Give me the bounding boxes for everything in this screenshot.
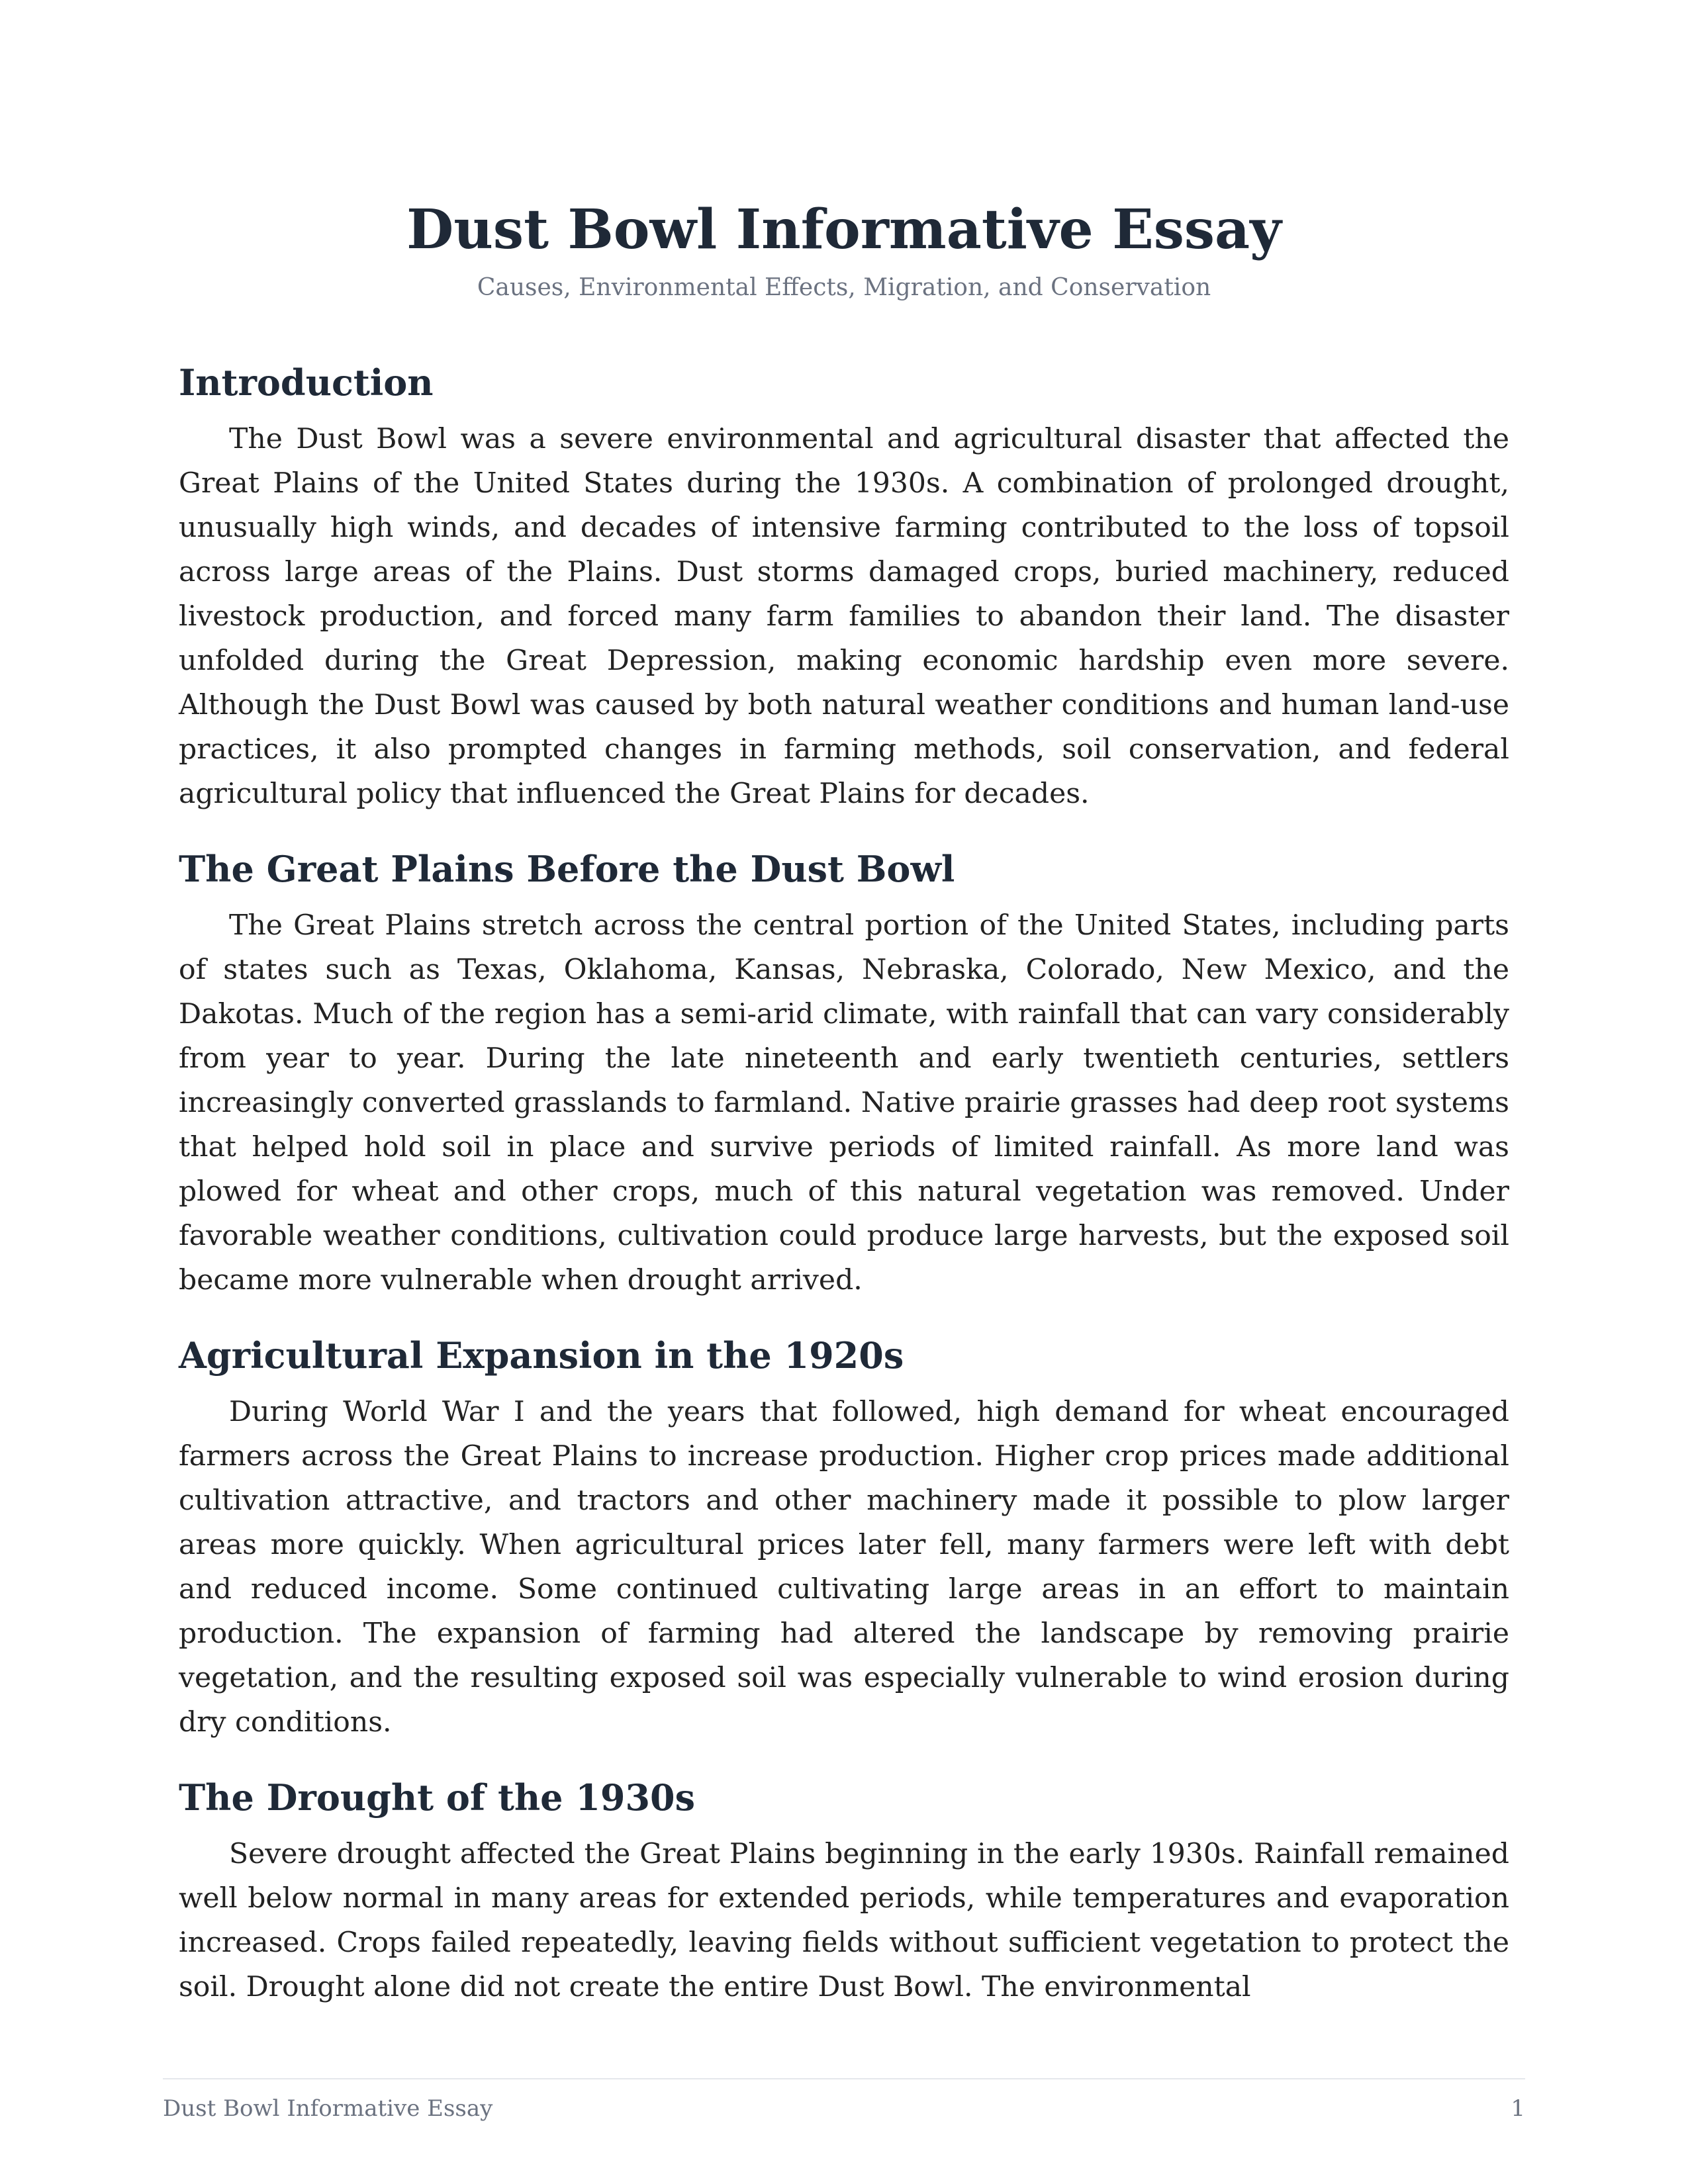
footer-divider — [163, 2078, 1525, 2079]
footer-document-title: Dust Bowl Informative Essay — [163, 2095, 493, 2122]
section-great-plains-before — [179, 844, 1509, 1302]
page-subtitle: Causes, Environmental Effects, Migration, and Conservation — [477, 274, 1211, 301]
section-introduction — [179, 357, 1509, 816]
essay-body — [179, 357, 1509, 2037]
section-heading: The Great Plains Before the Dust Bowl — [179, 848, 955, 890]
section-heading: Agricultural Expansion in the 1920s — [179, 1334, 904, 1377]
section-paragraph: Severe drought affected the Great Plains beginning in the early 1930s. Rainfall remained well below normal in many areas for extended periods, while temperatures and evaporation increased. Crops failed repeatedly, leaving fields without sufficient vegetation to protect the soil. Drought alone did not create the entire Dust Bowl. The environmental — [179, 1838, 1509, 2003]
section-paragraph: The Dust Bowl was a severe environmental and agricultural disaster that affected the Great Plains of the United States during the 1930s. A combination of prolonged drought, unusually high winds, and decades of intensive farming contributed to the loss of topsoil across large areas of the Plains. Dust storms damaged crops, buried machinery, reduced livestock production, and forced many farm families to abandon their land. The disaster unfolded during the Great Depression, making economic hardship even more severe. Although the Dust Bowl was caused by both natural weather conditions and human land-use practices, it also prompted changes in farming methods, soil conservation, and federal agricultural policy that influenced the Great Plains for decades. — [179, 423, 1509, 810]
section-agricultural-expansion — [179, 1330, 1509, 1745]
footer-page-number: 1 — [1511, 2095, 1525, 2122]
section-drought — [179, 1772, 1509, 2009]
section-paragraph: The Great Plains stretch across the central portion of the United States, including parts of states such as Texas, Oklahoma, Kansas, Nebraska, Colorado, New Mexico, and the Dakotas. Much of the region has a semi-arid climate, with rainfall that can vary considerably from year to year. During the late nineteenth and early twentieth centuries, settlers increasingly converted grasslands to farmland. Native prairie grasses had deep root systems that helped hold soil in place and survive periods of limited rainfall. As more land was plowed for wheat and other crops, much of this natural vegetation was removed. Under favorable weather conditions, cultivation could produce large harvests, but the exposed soil became more vulnerable when drought arrived. — [179, 909, 1509, 1297]
page-title: Dust Bowl Informative Essay — [406, 198, 1282, 261]
section-heading: The Drought of the 1930s — [179, 1776, 696, 1819]
section-paragraph: During World War I and the years that followed, high demand for wheat encouraged farmers across the Great Plains to increase production. Higher crop prices made additional cultivation attractive, and tractors and other machinery made it possible to plow larger areas more quickly. When agricultural prices later fell, many farmers were left with debt and reduced income. Some continued cultivating large areas in an effort to maintain production. The expansion of farming had altered the landscape by removing prairie vegetation, and the resulting exposed soil was especially vulnerable to wind erosion during dry conditions. — [179, 1396, 1509, 1739]
section-heading: Introduction — [179, 361, 434, 404]
